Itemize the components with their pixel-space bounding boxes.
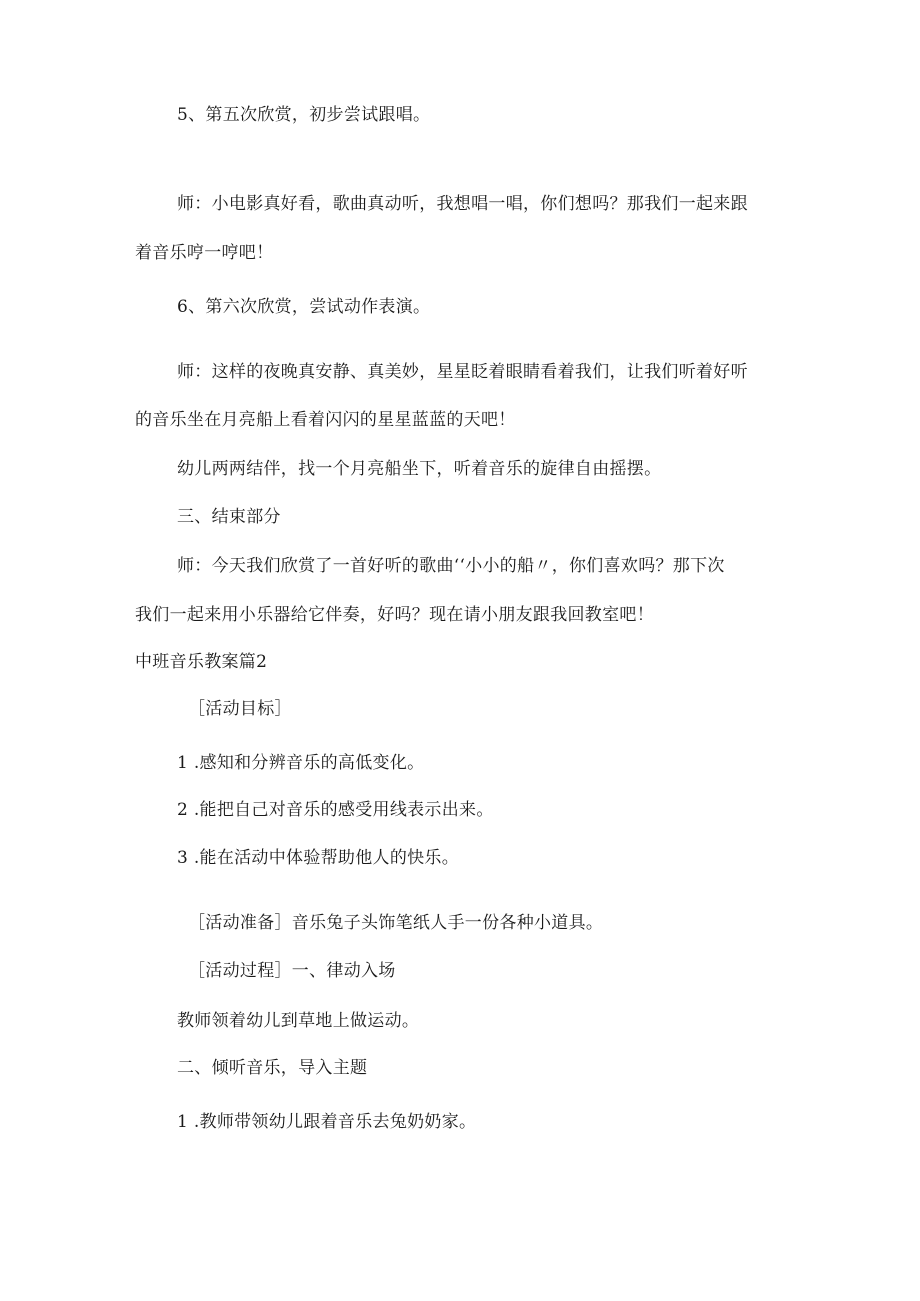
list-item: 3 .能在活动中体验帮助他人的快乐。	[177, 848, 460, 868]
list-item: 1 .教师带领幼儿跟着音乐去兔奶奶家。	[177, 1112, 477, 1132]
paragraph-line: 6、第六次欣赏，尝试动作表演。	[177, 297, 431, 317]
paragraph-line: ［活动准备］音乐兔子头饰笔纸人手一份各种小道具。	[188, 913, 604, 933]
paragraph-line: 幼儿两两结伴，找一个月亮船坐下，听着音乐的旋律自由摇摆。	[177, 459, 662, 479]
paragraph-line: 5、第五次欣赏，初步尝试跟唱。	[177, 105, 431, 125]
section-heading: 三、结束部分	[177, 507, 281, 527]
paragraph-line: 师：今天我们欣赏了一首好听的歌曲‘‘小小的船〃，你们喜欢吗？那下次	[177, 556, 725, 576]
chapter-title: 中班音乐教案篇2	[135, 652, 268, 672]
section-heading: ［活动目标］	[188, 699, 292, 719]
section-heading: 二、倾听音乐，导入主题	[177, 1058, 368, 1078]
paragraph-line: 师：小电影真好看，歌曲真动听，我想唱一唱，你们想吗？那我们一起来跟	[177, 194, 748, 214]
paragraph-line: 师：这样的夜晚真安静、真美妙，星星眨着眼睛看着我们，让我们听着好听	[177, 362, 748, 382]
list-item: 1 .感知和分辨音乐的高低变化。	[177, 753, 425, 773]
paragraph-line: 我们一起来用小乐器给它伴奏，好吗？现在请小朋友跟我回教室吧！	[135, 605, 654, 625]
paragraph-line: 教师领着幼儿到草地上做运动。	[177, 1011, 420, 1031]
list-item: 2 .能把自己对音乐的感受用线表示出来。	[177, 800, 494, 820]
paragraph-line: ［活动过程］一、律动入场	[188, 961, 396, 981]
paragraph-line: 着音乐哼一哼吧！	[135, 243, 274, 263]
paragraph-line: 的音乐坐在月亮船上看着闪闪的星星蓝蓝的天吧！	[135, 410, 516, 430]
